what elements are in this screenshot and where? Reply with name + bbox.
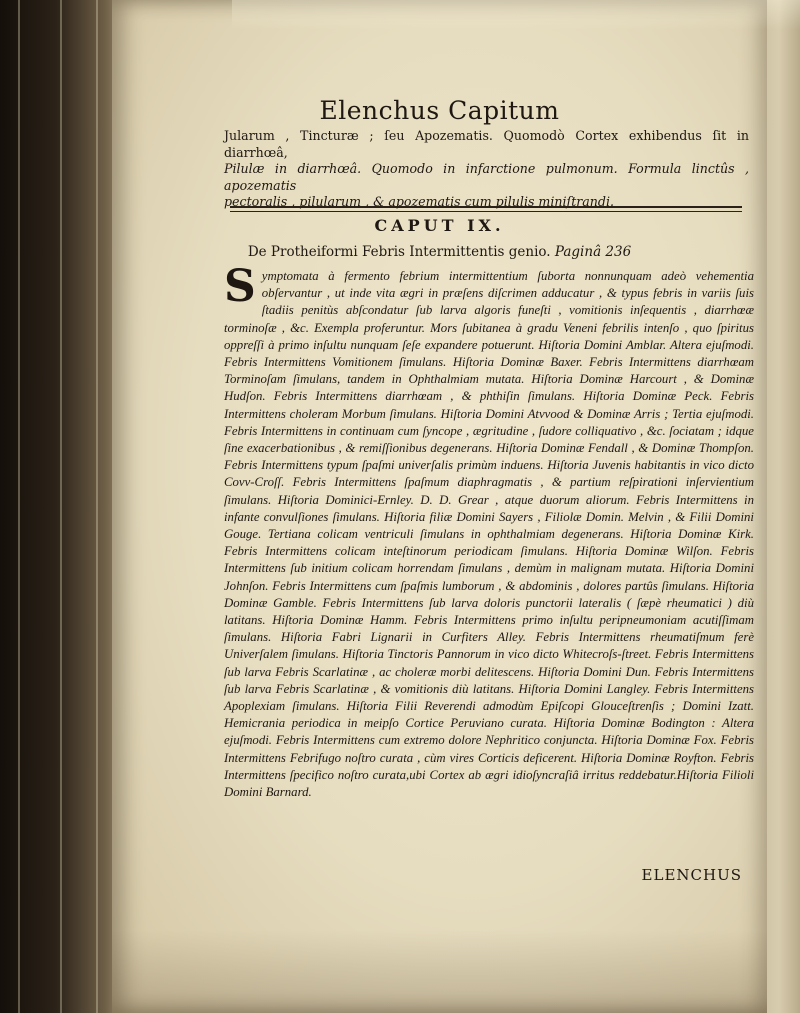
contents-block xyxy=(224,128,749,211)
contents-line: Jularum , Tincturæ ; ſeu Apozematis. Quomodò Cortex exhibendus ſit in diarrhœâ, xyxy=(224,128,749,160)
chapter-summary xyxy=(224,261,754,801)
page-glare xyxy=(232,0,800,30)
catchword: ELENCHUS xyxy=(641,866,742,884)
summary-text: ymptomata à fermento febrium intermittentium ſuborta nonnunquam adeò vehementia obſervantur , ut inde vita ægri in præſens diſcrimen adducatur , & typus febris in variis ſuis ſtadiis penitùs abſcondatur ſub larva algoris funeſti , vomitionis inſequentis , diarrhœæ torminoſæ , &c. Exempla proferuntur. Mors ſubitanea à gradu Veneni febrilis intenſo , quo ſpiritus oppreſſi à primo inſultu nunquam ſeſe expandere potuerunt. Hiſtoria Domini Amblar. Altera ejuſmodi. Febris Intermittens Vomitionem ſimulans. Hiſtoria Dominæ Baxer. Febris Intermittens diarrhœam Torminoſam ſimulans, tandem in Ophthalmiam mutata. Hiſtoria Dominæ Harcourt , & Dominæ Hudſon. Febris Intermittens diarrhœam , & phthiſin ſimulans. Hiſtoria Dominæ Peck. Febris Intermittens choleram Morbum ſimulans. Hiſtoria Domini Atvvood & Dominæ Arris ; Tertia ejuſmodi. Febris Intermittens in continuam cum ſyncope , ægritudine , ſudore colliquativo , &c. ſociatam ; idque ſine exacerbationibus , & remiſſionibus degenerans. Hiſtoria Dominæ Fendall , & Dominæ Thompſon. Febris Intermittens typum ſpaſmi univerſalis primùm induens. Hiſtoria Juvenis habitantis in vico dicto Covv-Croſſ. Febris Intermittens ſpaſmum diaphragmatis , & partium reſpirationi inſervientium ſimulans. Hiſtoria Dominici-Ernley. D. D. Grear , atque duorum aliorum. Febris Intermittens in infante convulſiones ſimulans. Hiſtoria filiæ Domini Sayers , Filiolæ Domin. Melvin , & Filii Domini Gouge. Tertiana colicam ventriculi ſimulans in ophthalmiam degenerans. Hiſtoria Dominæ Kirk. Febris Intermittens colicam inteſtinorum periodicam ſimulans. Hiſtoria Dominæ Wilſon. Febris Intermittens ſub initium colicam horrendam ſimulans , demùm in malignam mutata. Hiſtoria Domini Johnſon. Febris Intermittens cum ſpaſmis lumborum , & abdominis , dolores partûs ſimulans. Hiſtoria Dominæ Gamble. Febris Intermittens ſub larva doloris punctorii lateralis ( ſæpè rheumatici ) diù latitans. Hiſtoria Dominæ Hamm. Febris Intermittens primo inſultu peripneumoniam acutiſſimam ſimulans. Hiſtoria Fabri Lignarii in Curfiters Alley. Febris Intermittens rheumatiſmum ferè Univerſalem ſimulans. Hiſtoria Tinctoris Pannorum in vico dicto Whitecroſs-ſtreet. Febris Intermittens ſub larva Febris Scarlatinæ , ac choleræ morbi delitescens. Hiſtoria Domini Dun. Febris Intermittens ſub larva Febris Scarlatinæ , & vomitionis diù latitans. Hiſtoria Domini Langley. Febris Intermittens Apoplexiam ſimulans. Hiſtoria Filii Reverendi admodùm Epiſcopi Glouceſtrenſis ; Domini Izatt. Hemicrania periodica in meipſo Cortice Peruviano curata. Hiſtoria Dominæ Bodington : Altera ejuſmodi. Febris Intermittens cum extremo dolore Nephritico conjuncta. Hiſtoria Dominæ Fox. Febris Intermittens Febrifugo noſtro curata , cùm vires Corticis deficerent. Hiſtoria Dominæ Royfton. Febris Intermittens ſpecifico noſtro curata,ubi Cortex ab ægri idioſyncraſiâ irritus reddebatur.Hiſtoria Filioli Domini Barnard. xyxy=(224,269,754,800)
page-fold xyxy=(96,0,98,1013)
subtitle-text: De Protheiformi Febris Intermittentis genio. xyxy=(247,244,551,260)
page-shadow xyxy=(112,930,767,1013)
section-rule xyxy=(230,206,742,212)
chapter-subtitle xyxy=(112,244,767,260)
chapter-title: CAPUT IX. xyxy=(374,216,505,235)
contents-line: pectoralis , pilularum , & apozematis cum pilulis miniſtrandi. xyxy=(224,194,614,209)
page-heading: Elenchus Capitum xyxy=(319,96,560,125)
page-reference: Paginâ 236 xyxy=(554,244,632,260)
page-fold xyxy=(60,0,62,1013)
contents-line: Pilulæ in diarrhœâ. Quomodo in infarctione pulmonum. Formula linctûs , apozematis xyxy=(224,161,749,193)
drop-cap: S xyxy=(224,261,256,312)
book-page xyxy=(112,0,767,1013)
page-fold xyxy=(18,0,20,1013)
